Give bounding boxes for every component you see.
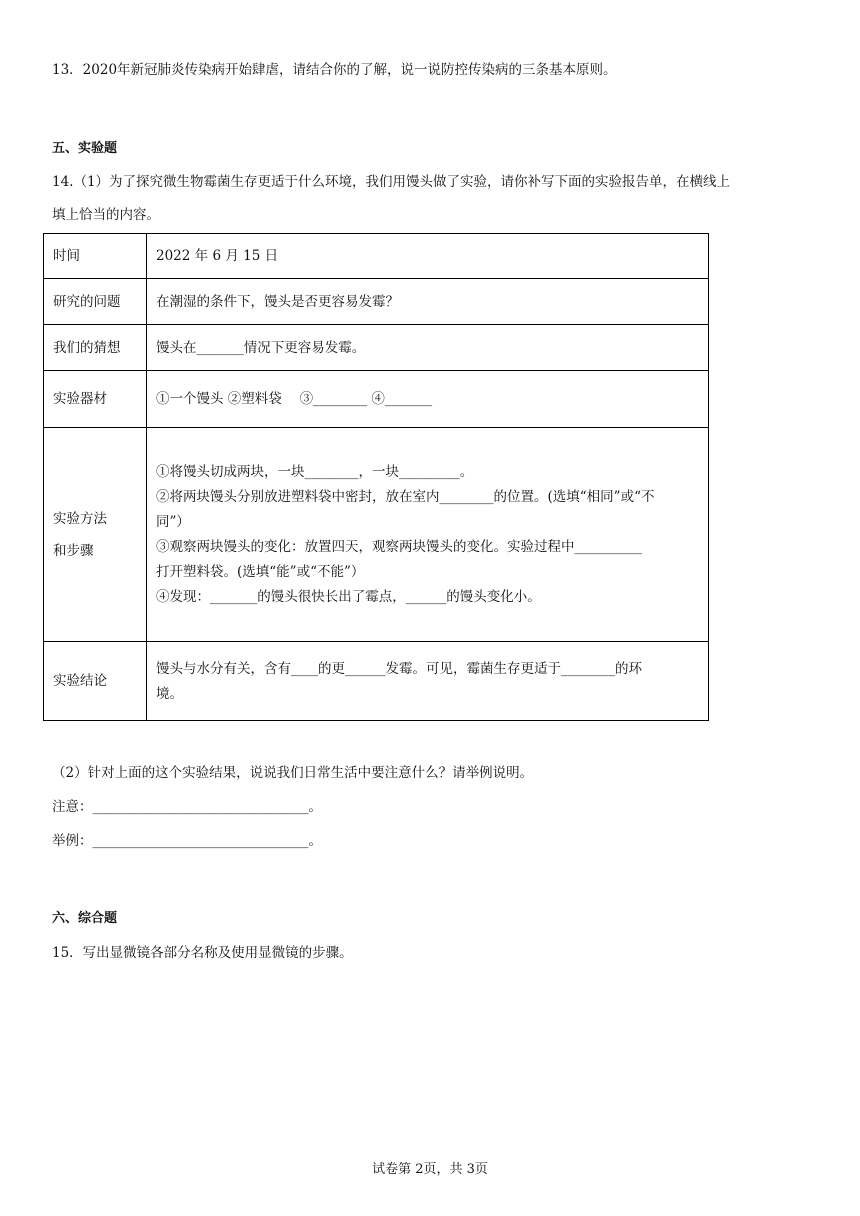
note-answer-line: 注意：________________________________。 [52,799,322,815]
row-label-method [44,428,147,642]
table-row [44,642,709,721]
conclusion-line-1: 馒头与水分有关，含有____的更______发霉。可见，霉菌生存更适于________的环 [156,660,642,677]
method-line: 同”） [156,514,190,530]
conclusion-line-2: 境。 [156,685,183,702]
question-14-intro-line-1: 14.（1）为了探究微生物霉菌生存更适于什么环境，我们用馒头做了实验，请你补写下面的实验报告单，在横线上 [52,174,731,190]
row-content-conclusion [147,642,709,721]
row-label-conclusion: 实验结论 [44,642,147,721]
method-line: ②将两块馒头分别放进塑料袋中密封，放在室内________的位置。(选填“相同”或“不 [156,489,655,505]
method-line: ④发现：_______的馒头很快长出了霉点，______的馒头变化小。 [156,589,541,605]
question-15: 15．写出显微镜各部分名称及使用显微镜的步骤。 [52,945,353,961]
method-line: ③观察两块馒头的变化：放置四天，观察两块馒头的变化。实验过程中__________ [156,539,642,555]
row-content-hypothesis: 馒头在_______情况下更容易发霉。 [147,325,709,371]
question-13: 13．2020年新冠肺炎传染病开始肆虐，请结合你的了解，说一说防控传染病的三条基本原则。 [52,62,617,78]
row-label-hypothesis: 我们的猜想 [44,325,147,371]
example-answer-line: 举例：________________________________。 [52,833,322,849]
page-footer: 试卷第 2页，共 3页 [372,1162,488,1177]
row-content-time: 2022 年 6 月 15 日 [147,234,709,279]
table-row [44,325,709,371]
row-content-materials: ①一个馒头 ②塑料袋 ③________ ④_______ [147,371,709,428]
question-14-part-2: （2）针对上面的这个实验结果，说说我们日常生活中要注意什么？请举例说明。 [52,765,534,781]
row-label-materials: 实验器材 [44,371,147,428]
table-row [44,428,709,642]
row-label-time: 时间 [44,234,147,279]
row-content-method [147,428,709,642]
row-content-question: 在潮湿的条件下，馒头是否更容易发霉？ [147,279,709,325]
section-title-experiment: 五、实验题 [52,141,118,156]
question-14-intro-line-2: 填上恰当的内容。 [52,207,160,223]
section-title-comprehensive: 六、综合题 [52,911,118,926]
experiment-report-table [43,233,709,721]
method-label-line-2: 和步骤 [53,542,94,559]
method-label-line-1: 实验方法 [53,510,107,527]
method-line: ①将馒头切成两块，一块________，一块_________。 [156,464,474,480]
table-row [44,279,709,325]
method-line: 打开塑料袋。(选填“能”或“不能”） [156,564,365,580]
row-label-question: 研究的问题 [44,279,147,325]
table-row [44,234,709,279]
table-row [44,371,709,428]
